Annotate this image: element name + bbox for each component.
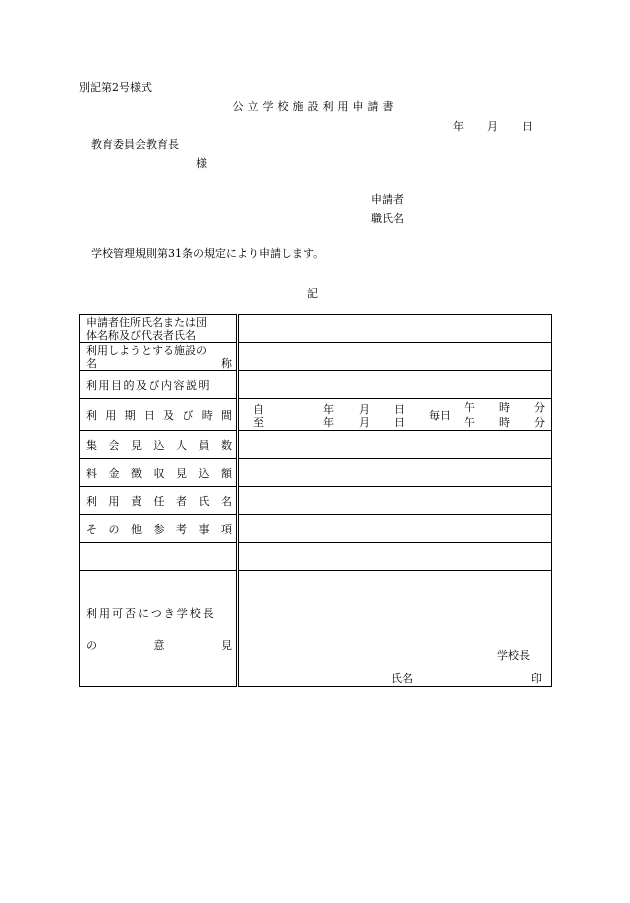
label-char: 参: [153, 522, 165, 536]
label-char: の: [108, 522, 120, 536]
label-char: 集: [86, 438, 97, 452]
field-period[interactable]: [238, 399, 552, 431]
label-char: 料: [86, 466, 97, 480]
field-opinion[interactable]: [238, 571, 552, 687]
label-attendance: [80, 431, 238, 459]
row-blank: [80, 543, 552, 571]
label-char: 会: [108, 438, 120, 452]
label-blank: [80, 543, 238, 571]
attendance-label-text: [86, 437, 232, 453]
row-facility: [80, 343, 552, 371]
label-char: 利: [86, 494, 97, 508]
label-period: [80, 399, 238, 431]
row-attendance: [80, 431, 552, 459]
field-attendance[interactable]: [238, 431, 552, 459]
label-facility-sho: 称: [221, 356, 232, 370]
period-from-ampm: 午: [464, 401, 475, 414]
label-opinion-line2: [86, 637, 232, 653]
period-to-hour: 時: [499, 416, 510, 429]
label-char: 事: [198, 522, 210, 536]
label-char: 員: [198, 438, 210, 452]
label-char: 時: [201, 408, 213, 422]
label-fee: [80, 459, 238, 487]
period-label-text: [86, 407, 232, 423]
applicant-label: 申請者: [371, 193, 404, 206]
label-char: 数: [221, 438, 232, 452]
label-facility-na: 名: [86, 356, 97, 370]
period-from: 自: [253, 403, 264, 416]
date-year: 年: [453, 120, 464, 133]
date-day: 日: [522, 120, 533, 133]
label-facility-line2: [86, 357, 232, 370]
label-char: 見: [176, 466, 187, 480]
label-opinion-no: の: [86, 638, 97, 652]
label-char: 込: [153, 438, 165, 452]
label-facility: [80, 343, 238, 371]
label-other: [80, 515, 238, 543]
label-char: 収: [153, 466, 165, 480]
label-char: び: [182, 408, 194, 422]
label-char: 利: [86, 408, 97, 422]
addressee: 教育委員会教育長: [91, 138, 179, 151]
label-char: 名: [221, 494, 232, 508]
field-fee[interactable]: [238, 459, 552, 487]
period-to: 至: [253, 416, 264, 429]
period-from-hour: 時: [499, 401, 510, 414]
period-to-minute: 分: [534, 416, 545, 429]
period-to-month: 月: [359, 416, 370, 429]
row-other: [80, 515, 552, 543]
label-char: 氏: [198, 494, 210, 508]
label-char: 項: [221, 522, 232, 536]
principal-label: 学校長: [497, 649, 530, 662]
label-char: 期: [124, 408, 136, 422]
label-char: 込: [198, 466, 210, 480]
period-from-day: 日: [394, 403, 405, 416]
label-char: 見: [131, 438, 142, 452]
label-char: 金: [108, 466, 120, 480]
field-manager[interactable]: [238, 487, 552, 515]
period-to-year: 年: [323, 416, 334, 429]
application-table: [79, 314, 552, 687]
label-char: 日: [143, 408, 155, 422]
label-manager: [80, 487, 238, 515]
application-statement: 学校管理規則第31条の規定により申請します。: [91, 247, 325, 260]
label-opinion-ken: 見: [221, 638, 232, 652]
honorific: 様: [196, 157, 207, 170]
label-opinion: [80, 571, 238, 687]
label-char: 者: [176, 494, 187, 508]
label-applicant-line1: 申請者住所氏名または団: [86, 315, 207, 329]
field-blank[interactable]: [238, 543, 552, 571]
ki-heading: 記: [307, 287, 318, 300]
label-char: 人: [176, 438, 187, 452]
label-applicant: [80, 315, 238, 343]
label-char: 及: [163, 408, 175, 422]
label-char: 額: [221, 466, 232, 480]
period-from-year: 年: [323, 403, 334, 416]
seal-label: 印: [531, 672, 542, 685]
date-month: 月: [487, 120, 498, 133]
label-char: 用: [108, 494, 120, 508]
label-char: 考: [176, 522, 187, 536]
form-number: 別記第2号様式: [79, 81, 152, 94]
position-name-label: 職氏名: [371, 212, 404, 225]
field-other[interactable]: [238, 515, 552, 543]
period-to-ampm: 午: [464, 416, 475, 429]
period-to-day: 日: [394, 416, 405, 429]
field-facility[interactable]: [238, 343, 552, 371]
label-char: 他: [131, 522, 142, 536]
row-manager: [80, 487, 552, 515]
fee-label-text: [86, 465, 232, 481]
label-char: 徴: [131, 466, 142, 480]
document-title: 公立学校施設利用申請書: [232, 100, 398, 113]
row-fee: [80, 459, 552, 487]
period-from-minute: 分: [534, 401, 545, 414]
label-char: 任: [153, 494, 165, 508]
label-facility-line1: 利用しようとする施設の: [86, 343, 207, 357]
row-applicant: [80, 315, 552, 343]
name-label: 氏名: [391, 672, 413, 685]
label-opinion-i: 意: [153, 638, 165, 652]
label-purpose: 利用目的及び内容説明: [80, 371, 238, 399]
field-applicant[interactable]: [238, 315, 552, 343]
label-char: 間: [220, 408, 232, 422]
label-opinion-line1: 利用可否につき学校長: [86, 606, 216, 620]
row-opinion: [80, 571, 552, 687]
label-applicant-line2: 体名称及び代表者氏名: [86, 328, 196, 342]
other-label-text: [86, 521, 232, 537]
field-purpose[interactable]: [238, 371, 552, 399]
label-char: そ: [86, 522, 97, 536]
period-daily: 毎日: [429, 409, 451, 422]
row-purpose: [80, 371, 552, 399]
label-char: 用: [105, 408, 117, 422]
label-char: 責: [131, 494, 142, 508]
period-from-month: 月: [359, 403, 370, 416]
row-period: [80, 399, 552, 431]
manager-label-text: [86, 493, 232, 509]
